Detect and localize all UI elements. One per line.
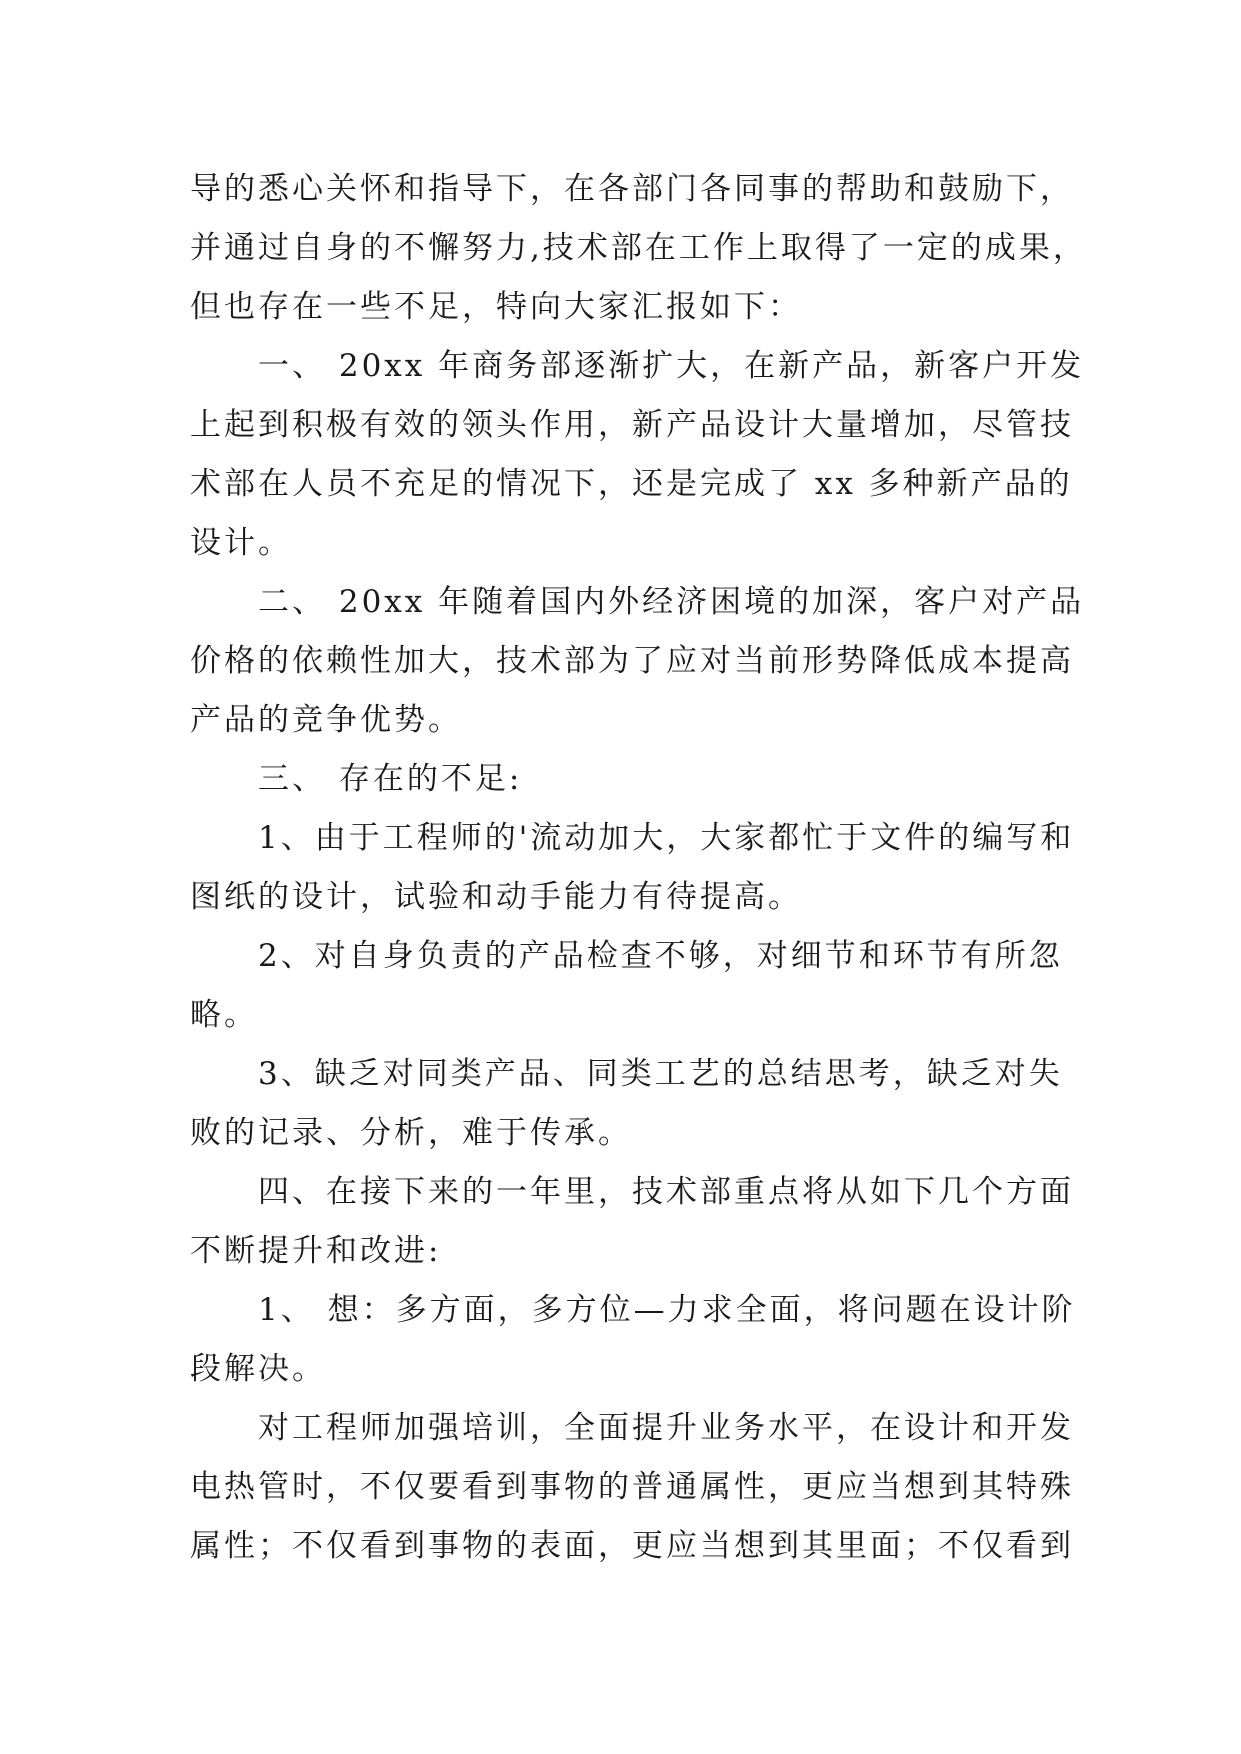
text-line: 并通过自身的不懈努力,技术部在工作上取得了一定的成果， xyxy=(190,230,1087,266)
text-line: 电热管时，不仅要看到事物的普通属性，更应当想到其特殊 xyxy=(190,1469,1074,1505)
text-line: 设计。 xyxy=(190,525,292,561)
text-line: 段解决。 xyxy=(190,1351,326,1387)
text-line: 1、由于工程师的'流动加大，大家都忙于文件的编写和 xyxy=(190,820,1075,856)
text-line: 对工程师加强培训，全面提升业务水平，在设计和开发 xyxy=(190,1410,1074,1446)
text-line: 术部在人员不充足的情况下，还是完成了 xx 多种新产品的 xyxy=(190,466,1073,502)
text-line: 产品的竞争优势。 xyxy=(190,702,462,738)
text-line: 败的记录、分析，难于传承。 xyxy=(190,1115,632,1151)
text-line: 导的悉心关怀和指导下，在各部门各同事的帮助和鼓励下， xyxy=(190,171,1074,207)
text-line: 四、在接下来的一年里，技术部重点将从如下几个方面 xyxy=(190,1174,1074,1210)
text-line: 二、 20xx 年随着国内外经济困境的加深，客户对产品 xyxy=(190,584,1085,620)
text-line: 图纸的设计，试验和动手能力有待提高。 xyxy=(190,879,802,915)
text-line: 上起到积极有效的领头作用，新产品设计大量增加，尽管技 xyxy=(190,407,1074,443)
text-line: 1、 想：多方面，多方位—力求全面，将问题在设计阶 xyxy=(190,1292,1076,1328)
document-body xyxy=(190,160,1090,1576)
text-line: 一、 20xx 年商务部逐渐扩大，在新产品，新客户开发 xyxy=(190,348,1085,384)
text-line: 不断提升和改进: xyxy=(190,1233,442,1269)
text-line: 三、 存在的不足: xyxy=(190,761,523,797)
text-line: 属性；不仅看到事物的表面，更应当想到其里面；不仅看到 xyxy=(190,1528,1074,1564)
text-line: 略。 xyxy=(190,997,258,1033)
text-line: 3、缺乏对同类产品、同类工艺的总结思考，缺乏对失 xyxy=(190,1056,1063,1092)
text-line: 2、对自身负责的产品检查不够，对细节和环节有所忽 xyxy=(190,938,1063,974)
text-line: 但也存在一些不足，特向大家汇报如下： xyxy=(190,289,802,325)
text-line: 价格的依赖性加大，技术部为了应对当前形势降低成本提高 xyxy=(190,643,1074,679)
